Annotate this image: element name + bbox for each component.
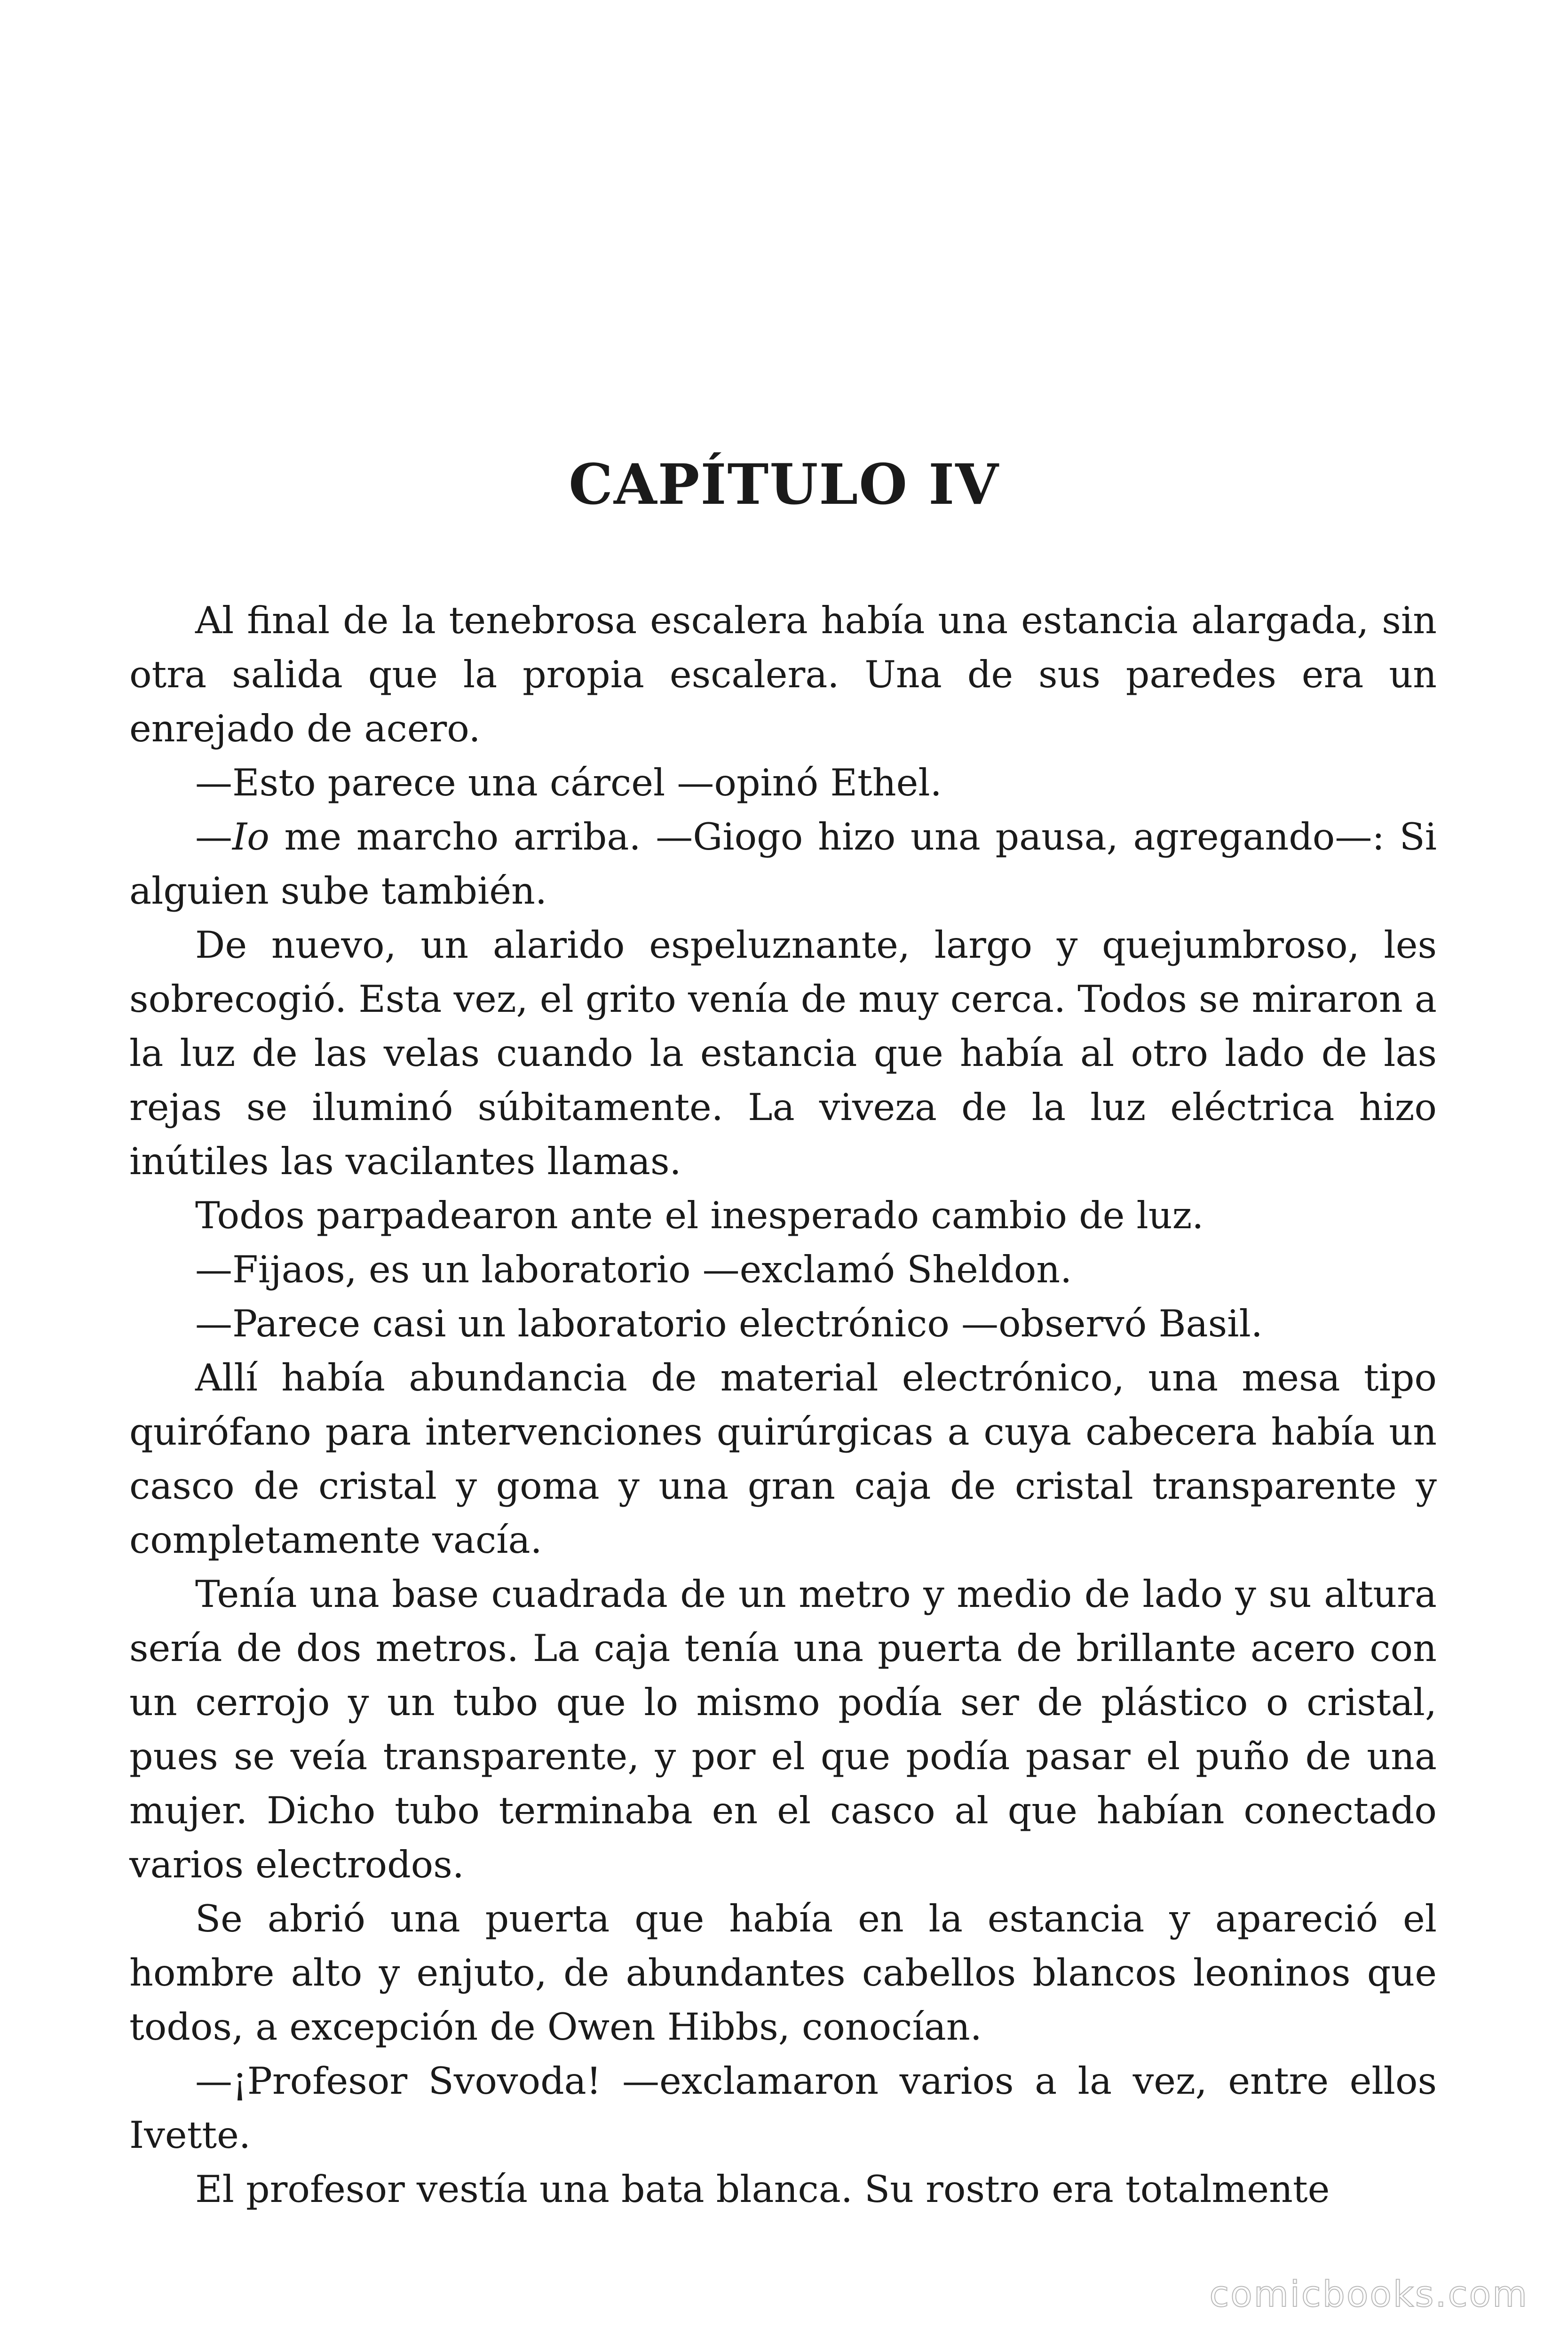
chapter-title: CAPÍTULO IV (569, 452, 999, 517)
paragraph: Se abrió una puerta que había en la estancia y apareció el hombre alto y enjuto, de abundantes cabellos blancos leoninos que todos, a excepción de Owen Hibbs, conocían. (129, 1897, 1437, 2049)
dialogue-dash: — (195, 815, 232, 858)
paragraph: —Esto parece una cárcel —opinó Ethel. (195, 761, 942, 804)
paragraph: Todos parpadearon ante el inesperado cambio de luz. (195, 1194, 1204, 1237)
italic-word: Io (232, 815, 269, 858)
paragraph: —Fijaos, es un laboratorio —exclamó Sheldon. (195, 1248, 1072, 1291)
body-text (129, 594, 1437, 2217)
watermark: comicbooks.com (1209, 2273, 1528, 2315)
paragraph: Allí había abundancia de material electrónico, una mesa tipo quirófano para intervenciones quirúrgicas a cuya cabecera había un casco de cristal y goma y una gran caja de cristal transparente y completamente vacía. (129, 1356, 1437, 1562)
paragraph: De nuevo, un alarido espeluznante, largo y quejumbroso, les sobrecogió. Esta vez, el grito venía de muy cerca. Todos se miraron a la luz de las velas cuando la estancia que había al otro lado de las rejas se iluminó súbitamente. La viveza de la luz eléctrica hizo inútiles las vacilantes llamas. (129, 923, 1437, 1183)
paragraph: —¡Profesor Svovoda! —exclamaron varios a la vez, entre ellos Ivette. (129, 2059, 1437, 2157)
paragraph: Al final de la tenebrosa escalera había una estancia alargada, sin otra salida que la propia escalera. Una de sus paredes era un enrejado de acero. (129, 599, 1437, 750)
paragraph: Tenía una base cuadrada de un metro y medio de lado y su altura sería de dos metros. La caja tenía una puerta de brillante acero con un cerrojo y un tubo que lo mismo podía ser de plástico o cristal, pues se veía transparente, y por el que podía pasar el puño de una mujer. Dicho tubo terminaba en el casco al que habían conectado varios electrodos. (129, 1573, 1437, 1886)
paragraph: —Parece casi un laboratorio electrónico —observó Basil. (195, 1302, 1263, 1345)
paragraph (129, 810, 1437, 918)
paragraph-text: me marcho arriba. —Giogo hizo una pausa, agregando—: Si alguien sube también. (129, 815, 1437, 913)
paragraph: El profesor vestía una bata blanca. Su rostro era totalmente (195, 2168, 1330, 2211)
